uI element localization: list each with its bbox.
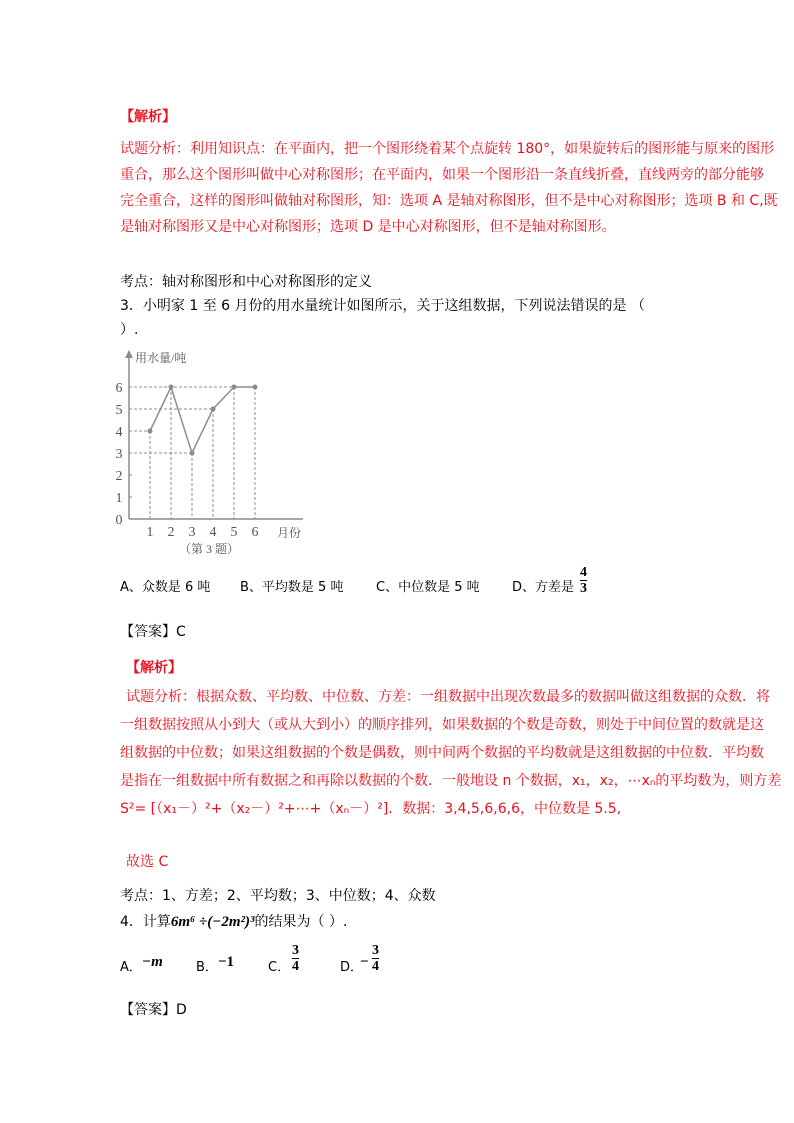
q2-analysis-line: 重合，那么这个图形叫做中心对称图形；在平面内，如果一个图形沿一条直线折叠，直线两旁的部分能够 — [120, 167, 764, 183]
y-tick-label: 2 — [115, 469, 123, 484]
q4-option-a-label: A． — [120, 960, 142, 975]
q4-option-c-label: C． — [268, 960, 291, 975]
fraction-denominator: 3 — [580, 581, 587, 596]
q2-kaodian: 考点：轴对称图形和中心对称图形的定义 — [120, 274, 372, 290]
q4-expression: 6m⁶ ÷(−2m²)³ — [170, 914, 255, 930]
q3-option-d-fraction — [580, 566, 587, 595]
q4-option-d-label: D． — [340, 960, 364, 975]
q3-option-d: D、方差是 — [512, 580, 575, 595]
data-point — [190, 451, 195, 456]
q2-analysis-line: 是轴对称图形又是中心对称图形；选项 D 是中心对称图形，但不是轴对称图形。 — [120, 219, 616, 235]
y-tick-label: 4 — [115, 425, 123, 440]
water-usage-line-chart — [115, 344, 315, 559]
q3-options — [120, 565, 680, 612]
q4-option-a-value: −m — [142, 954, 163, 970]
q3-stem-line1: 3．小明家 1 至 6 月份的用水量统计如图所示，关于这组数据，下列说法错误的是 （ — [120, 298, 645, 314]
q3-analysis-line: 是指在一组数据中所有数据之和再除以数据的个数．一般地设 n 个数据，x₁，x₂，⋯xₙ的平均数为，则方差 — [120, 773, 782, 789]
q3-answer: 【答案】C — [120, 624, 186, 640]
series-line — [150, 387, 255, 453]
data-point — [148, 429, 153, 434]
q3-stem-line2: ）. — [120, 322, 139, 338]
fraction-denominator: 4 — [372, 959, 379, 974]
q3-option-a: A、众数是 6 吨 — [120, 580, 211, 595]
q3-analysis-line: 一组数据按照从小到大（或从大到小）的顺序排列，如果数据的个数是奇数，则处于中间位置的数就是这 — [120, 717, 764, 733]
q4-stem — [120, 912, 347, 932]
q4-stem-suffix: 的结果为（ ）. — [254, 914, 348, 930]
chart-caption: （第 3 题） — [179, 542, 240, 556]
fraction-denominator: 4 — [292, 959, 299, 974]
q4-option-d-fraction — [372, 944, 379, 973]
q4-option-d-sign: − — [360, 954, 369, 970]
x-tick-label: 4 — [209, 525, 217, 540]
y-tick-label: 5 — [115, 403, 123, 418]
fraction-numerator: 3 — [292, 943, 299, 958]
q2-analysis-text — [120, 136, 778, 240]
q3-analysis-line: 组数据的中位数；如果这组数据的个数是偶数，则中间两个数据的平均数就是这组数据的中位数．平均数 — [120, 745, 764, 761]
q3-option-b: B、平均数是 5 吨 — [240, 580, 344, 595]
y-tick-label: 6 — [115, 381, 123, 396]
q4-option-b-value: −1 — [218, 954, 235, 970]
data-point — [169, 385, 174, 390]
x-tick-label: 2 — [167, 525, 175, 540]
x-tick-label: 3 — [188, 525, 196, 540]
y-tick-label: 1 — [115, 491, 123, 506]
q3-analysis-header: 【解析】 — [126, 660, 182, 676]
q3-analysis-text — [120, 683, 782, 823]
q4-stem-prefix: 4．计算 — [120, 914, 171, 930]
fraction-numerator: 3 — [372, 943, 379, 958]
data-point — [232, 385, 237, 390]
data-point — [253, 385, 258, 390]
y-tick-label: 3 — [115, 447, 123, 462]
q2-analysis-line: 试题分析：利用知识点：在平面内，把一个图形绕着某个点旋转 180°，如果旋转后的图形能与原来的图形 — [120, 141, 775, 157]
q3-kaodian: 考点：1、方差；2、平均数；3、中位数；4、众数 — [120, 888, 436, 904]
q4-option-b-label: B． — [196, 960, 218, 975]
q2-analysis-line: 完全重合，这样的图形叫做轴对称图形，知：选项 A 是轴对称图形，但不是中心对称图形；选项 B 和 C,既 — [120, 193, 778, 209]
y-axis-label: 用水量/吨 — [135, 351, 187, 365]
q2-analysis-header: 【解析】 — [120, 109, 176, 125]
x-tick-label: 1 — [146, 525, 154, 540]
q3-conclusion: 故选 C — [126, 854, 169, 870]
q4-answer: 【答案】D — [120, 1002, 187, 1018]
x-tick-label: 6 — [251, 525, 259, 540]
q3-option-c: C、中位数是 5 吨 — [376, 580, 480, 595]
data-point — [211, 407, 216, 412]
x-axis-label: 月份 — [277, 526, 302, 540]
q4-option-c-fraction — [292, 944, 299, 973]
q3-analysis-line: 试题分析：根据众数、平均数、中位数、方差：一组数据中出现次数最多的数据叫做这组数据的众数．将 — [126, 689, 770, 705]
q3-analysis-line: S²= [（x₁－）²+（x₂－）²+⋯+（xₙ－）²]．数据：3,4,5,6,6,6，中位数是 5.5, — [120, 801, 622, 817]
q4-options — [120, 944, 420, 988]
y-tick-label: 0 — [115, 513, 123, 528]
x-tick-label: 5 — [230, 525, 238, 540]
fraction-numerator: 4 — [580, 565, 587, 580]
